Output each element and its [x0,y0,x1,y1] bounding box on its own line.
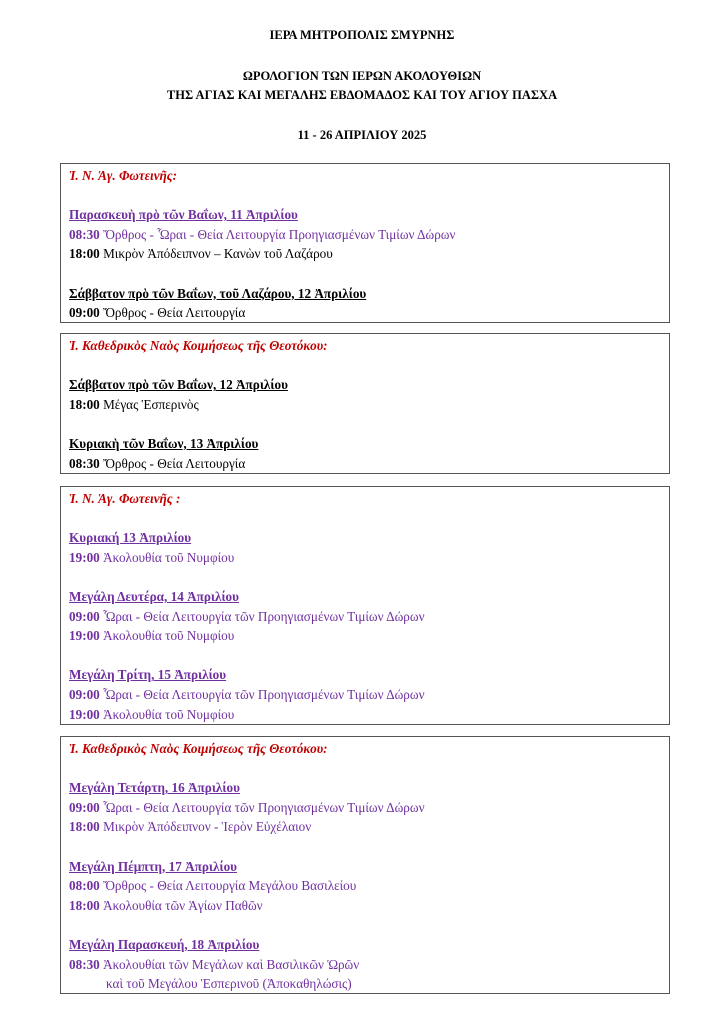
church-schedule-box [60,333,670,474]
spacer [69,186,661,206]
church-name: Ἱ. Καθεδρικὸς Ναὸς Κοιμήσεως τῆς Θεοτόκου: [69,741,328,756]
service-row [69,225,661,245]
day-heading: Μεγάλη Τετάρτη, 16 Ἀπριλίου [69,780,240,796]
metropolis-heading: ΙΕΡΑ ΜΗΤΡΟΠΟΛΙΣ ΣΜΥΡΝΗΣ [269,28,455,42]
service-description: Ὄρθρος - Ὧραι - Θεία Λειτουργία Προηγιασμένων Τιμίων Δώρων [103,226,456,242]
spacer [69,759,661,779]
service-description: Μικρὸν Ἀπόδειπνον – Κανὼν τοῦ Λαζάρου [103,246,333,262]
day-heading: Σάββατον πρὸ τῶν Βαΐων, 12 Ἀπριλίου [69,377,288,393]
service-row [69,685,661,705]
church-schedule-box [60,486,670,725]
service-time: 18:00 [69,897,100,913]
service-row [69,798,661,818]
service-description: Ἀκολουθία τοῦ Νυμφίου [103,706,235,722]
day-heading: Μεγάλη Τρίτη, 15 Ἀπριλίου [69,667,227,683]
service-description: Ὧραι - Θεία Λειτουργία τῶν Προηγιασμένων Τιμίων Δώρων [103,799,425,815]
day-heading: Μεγάλη Παρασκευή, 18 Ἀπριλίου [69,936,260,952]
service-row [69,817,661,837]
service-time: 08:30 [69,956,100,972]
service-description: Μικρὸν Ἀπόδειπνον - Ἱερὸν Εὐχέλαιον [103,819,312,835]
service-row [69,705,661,725]
service-time: 08:30 [69,455,100,471]
day-heading: Σάββατον πρὸ τῶν Βαΐων, τοῦ Λαζάρου, 12 Ἀπριλίου [69,285,367,301]
service-description: Ὧραι - Θεία Λειτουργία τῶν Προηγιασμένων Τιμίων Δώρων [103,686,425,702]
day-heading: Παρασκευὴ πρὸ τῶν Βαΐων, 11 Ἀπριλίου [69,207,298,223]
day-heading: Κυριακή 13 Ἀπριλίου [69,530,192,546]
church-schedule-box [60,163,670,323]
service-time: 08:00 [69,878,100,894]
day-heading: Μεγάλη Πέμπτη, 17 Ἀπριλίου [69,858,238,874]
service-row [69,548,661,568]
spacer [69,915,661,935]
service-row [69,395,661,415]
service-time: 09:00 [69,608,100,624]
service-description: Ἀκολουθία τοῦ Νυμφίου [103,628,235,644]
service-time: 19:00 [69,549,100,565]
service-description: Ἀκολουθία τοῦ Νυμφίου [103,549,235,565]
service-description: Ἀκολουθία τῶν Ἁγίων Παθῶν [103,897,263,913]
spacer [69,646,661,666]
schedule-title-line1: ΩΡΟΛΟΓΙΟΝ ΤΩΝ ΙΕΡΩΝ ΑΚΟΛΟΥΘΙΩΝ [242,69,482,83]
service-row [69,454,661,474]
service-time: 09:00 [69,686,100,702]
spacer [69,509,661,529]
spacer [69,837,661,857]
schedule-dates: 11 - 26 ΑΠΡΙΛΙΟΥ 2025 [297,128,427,142]
service-description: Μέγας Ἑσπερινὸς [103,396,199,412]
service-row [69,955,661,975]
service-description: Ὄρθρος - Θεία Λειτουργία Μεγάλου Βασιλείου [103,878,357,894]
service-row [69,244,661,264]
spacer [69,264,661,284]
service-time: 18:00 [69,246,100,262]
service-description: Ὄρθρος - Θεία Λειτουργία [103,305,246,321]
service-row [69,303,661,323]
service-row [69,876,661,896]
service-time: 09:00 [69,305,100,321]
service-time: 19:00 [69,628,100,644]
service-time: 18:00 [69,396,100,412]
service-time: 18:00 [69,819,100,835]
spacer [69,567,661,587]
spacer [69,356,661,376]
service-row [69,626,661,646]
church-name: Ἱ. Ν. Ἁγ. Φωτεινῆς : [69,491,181,506]
service-time: 09:00 [69,799,100,815]
service-description: Ὧραι - Θεία Λειτουργία τῶν Προηγιασμένων Τιμίων Δώρων [103,608,425,624]
church-schedule-box [60,736,670,994]
church-name: Ἱ. Ν. Ἁγ. Φωτεινῆς: [69,168,178,183]
church-name: Ἱ. Καθεδρικὸς Ναὸς Κοιμήσεως τῆς Θεοτόκου: [69,338,328,353]
service-description: Ὄρθρος - Θεία Λειτουργία [103,455,246,471]
day-heading: Κυριακὴ τῶν Βαΐων, 13 Ἀπριλίου [69,435,259,451]
service-row [69,896,661,916]
service-description: Ἀκολουθίαι τῶν Μεγάλων καὶ Βασιλικῶν Ὡρῶν [103,956,360,972]
service-time: 08:30 [69,226,100,242]
service-row [69,607,661,627]
service-time: 19:00 [69,706,100,722]
day-heading: Μεγάλη Δευτέρα, 14 Ἀπριλίου [69,588,240,604]
spacer [69,414,661,434]
service-description-continuation: καὶ τοῦ Μεγάλου Ἑσπερινοῦ (Ἀποκαθηλώσις) [106,976,352,992]
schedule-title-line2: ΤΗΣ ΑΓΙΑΣ ΚΑΙ ΜΕΓΑΛΗΣ ΕΒΔΟΜΑΔΟΣ ΚΑΙ ΤΟΥ ΑΓΙΟΥ ΠΑΣΧΑ [166,88,558,102]
